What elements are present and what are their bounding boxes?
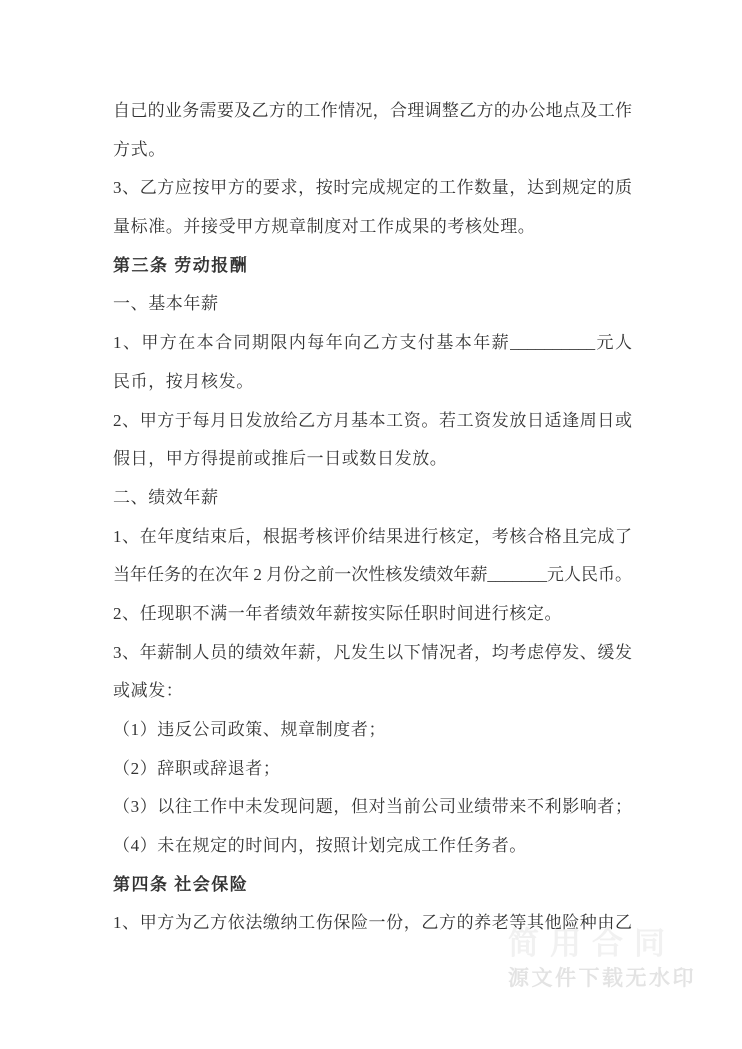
contract-text-line: 自己的业务需要及乙方的工作情况，合理调整乙方的办公地点及工作 <box>113 101 632 120</box>
watermark-logo-text: 简用合同 <box>508 926 676 961</box>
contract-list-item-3: （3）以往工作中未发现问题，但对当前公司业绩带来不利影响者； <box>113 797 632 817</box>
contract-text-line: 1、在年度结束后，根据考核评价结果进行核定，考核合格且完成了 <box>113 526 632 546</box>
contract-text-line: 方式。 <box>113 139 166 159</box>
subclause-heading-performance-annual-salary: 二、绩效年薪 <box>113 487 219 507</box>
clause-heading-social-insurance: 第四条 社会保险 <box>113 874 249 894</box>
contract-text-line: 3、乙方应按甲方的要求，按时完成规定的工作数量，达到规定的质 <box>113 178 632 198</box>
contract-list-item-4: （4）未在规定的时间内，按照计划完成工作任务者。 <box>113 836 527 856</box>
watermark-tagline-text: 源文件下载无水印 <box>508 967 696 990</box>
site-watermark <box>508 926 696 991</box>
subclause-heading-basic-annual-salary: 一、基本年薪 <box>113 294 219 314</box>
contract-text-line: 1、甲方为乙方依法缴纳工伤保险一份，乙方的养老等其他险种由乙 <box>113 913 632 933</box>
contract-text-line: 假日，甲方得提前或推后一日或数日发放。 <box>113 449 448 469</box>
contract-text-line: 2、甲方于每月日发放给乙方月基本工资。若工资发放日适逢周日或 <box>113 410 632 430</box>
contract-text-line: 或减发： <box>113 681 184 701</box>
contract-text-line: 民币，按月核发。 <box>113 371 254 391</box>
contract-text-line: 2、任现职不满一年者绩效年薪按实际任职时间进行核定。 <box>113 603 563 623</box>
contract-list-item-1: （1）违反公司政策、规章制度者； <box>113 720 387 739</box>
contract-text-line-with-blank: 1、甲方在本合同期限内每年向乙方支付基本年薪__________元人 <box>113 333 632 353</box>
clause-heading-labor-remuneration: 第三条 劳动报酬 <box>113 255 249 275</box>
contract-text-line: 3、年薪制人员的绩效年薪，凡发生以下情况者，均考虑停发、缓发 <box>113 642 632 662</box>
contract-text-line: 量标准。并接受甲方规章制度对工作成果的考核处理。 <box>113 217 536 237</box>
contract-text-block <box>113 92 632 943</box>
contract-text-line-with-blank: 当年任务的在次年 2 月份之前一次性核发绩效年薪_______元人民币。 <box>113 565 632 585</box>
contract-list-item-2: （2）辞职或辞退者； <box>113 758 281 778</box>
